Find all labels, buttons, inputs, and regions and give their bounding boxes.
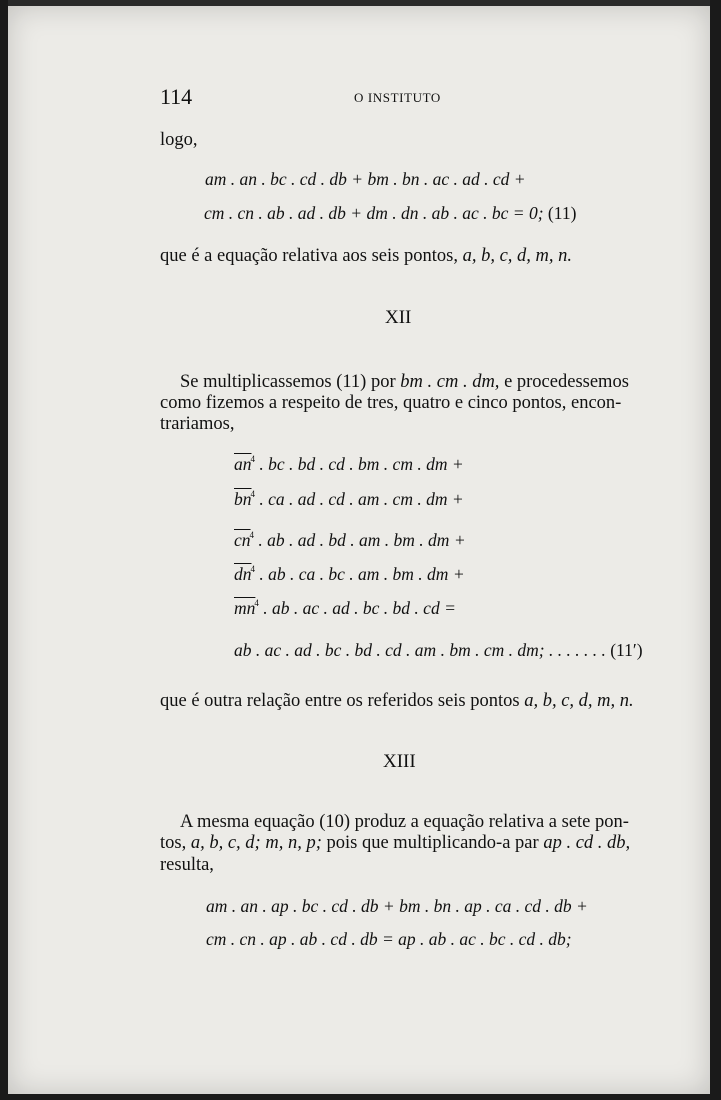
paragraph-xiii-line-3: resulta,: [160, 855, 214, 875]
exponent: 4: [250, 489, 255, 499]
paragraph-after-11p-text: que é outra relação entre os referidos seis pontos: [160, 691, 520, 711]
scan-border-right: [710, 0, 721, 1100]
equation-11-line-2-body: cm . cn . ab . ad . db + dm . dn . ab . ac . bc = 0;: [204, 203, 544, 223]
paragraph-xiii-line-1: A mesma equação (10) produz a equação relativa a sete pon-: [180, 812, 629, 832]
scan-border-bottom: [0, 1094, 721, 1100]
equation-11-number: (11): [547, 203, 577, 223]
running-title: O INSTITUTO: [354, 90, 441, 105]
intro-word: logo,: [160, 130, 198, 150]
paragraph-xiii-line-2: [160, 833, 630, 854]
exponent: 4: [250, 564, 255, 574]
paragraph-after-11-text: que é a equação relativa aos seis pontos,: [160, 246, 458, 266]
paragraph-xii-line-1: [180, 372, 629, 393]
page-number: 114: [160, 84, 193, 109]
paragraph-xiii-text-a: tos,: [160, 833, 187, 853]
section-heading-xiii: XIII: [383, 751, 416, 772]
overlined-term: $\overline{mn}$: [234, 598, 256, 618]
equation-row-terms: . ab . ad . bd . am . bm . dm +: [258, 530, 466, 550]
exponent: 4: [254, 598, 259, 608]
equation-11-line-2: [204, 203, 576, 224]
equation-11p-row-3: [234, 530, 466, 551]
equation-row-terms: ab . ac . ad . bc . bd . cd . am . bm . cm . dm; . . . . . . .: [234, 640, 606, 660]
paragraph-xii-math: bm . cm . dm,: [400, 372, 500, 392]
exponent: 4: [249, 530, 255, 540]
paragraph-after-11: [160, 246, 572, 267]
overlined-term: $\overline{cn}$: [234, 530, 251, 550]
equation-11p-row-1: [234, 454, 464, 475]
paragraph-xiii-points: a, b, c, d; m, n, p;: [190, 833, 322, 853]
section-heading-xii: XII: [385, 307, 412, 328]
equation-row-terms: . ab . ca . bc . am . bm . dm +: [259, 564, 465, 584]
scan-border-left: [0, 0, 8, 1100]
equation-row-terms: . ca . ad . cd . am . cm . dm +: [259, 489, 464, 509]
book-page: [8, 6, 710, 1094]
paragraph-xii-line-3: trariamos,: [160, 414, 235, 434]
points-list: a, b, c, d, m, n.: [524, 691, 634, 711]
equation-11-line-1: am . an . bc . cd . db + bm . bn . ac . ad . cd +: [205, 169, 526, 189]
equation-11p-number: (11′): [610, 640, 643, 660]
equation-11p-row-6: [234, 640, 643, 661]
equation-seven-points-line-1: am . an . ap . bc . cd . db + bm . bn . ap . ca . cd . db +: [206, 896, 588, 916]
equation-row-terms: . bc . bd . cd . bm . cm . dm +: [259, 454, 464, 474]
equation-11p-row-2: [234, 489, 464, 510]
equation-row-terms: . ab . ac . ad . bc . bd . cd =: [263, 598, 456, 618]
overlined-term: $\overline{bn}$: [234, 489, 252, 509]
paragraph-xii-text-a: Se multiplicassemos (11) por: [180, 372, 396, 392]
paragraph-xii-line-2: como fizemos a respeito de tres, quatro e cinco pontos, encon-: [160, 393, 622, 413]
paragraph-after-11p: [160, 691, 634, 712]
points-list: a, b, c, d, m, n.: [462, 246, 573, 266]
paragraph-xii-text-b: e procedessemos: [504, 372, 629, 392]
overlined-term: $\overline{an}$: [234, 454, 252, 474]
equation-11p-row-5: [234, 598, 456, 619]
exponent: 4: [250, 454, 255, 464]
equation-11p-row-4: [234, 564, 465, 585]
overlined-term: $\overline{dn}$: [234, 564, 252, 584]
paragraph-xiii-math: ap . cd . db,: [543, 833, 631, 853]
paragraph-xiii-text-b: pois que multiplicando-a par: [326, 833, 539, 853]
equation-seven-points-line-2: cm . cn . ap . ab . cd . db = ap . ab . ac . bc . cd . db;: [206, 929, 572, 949]
